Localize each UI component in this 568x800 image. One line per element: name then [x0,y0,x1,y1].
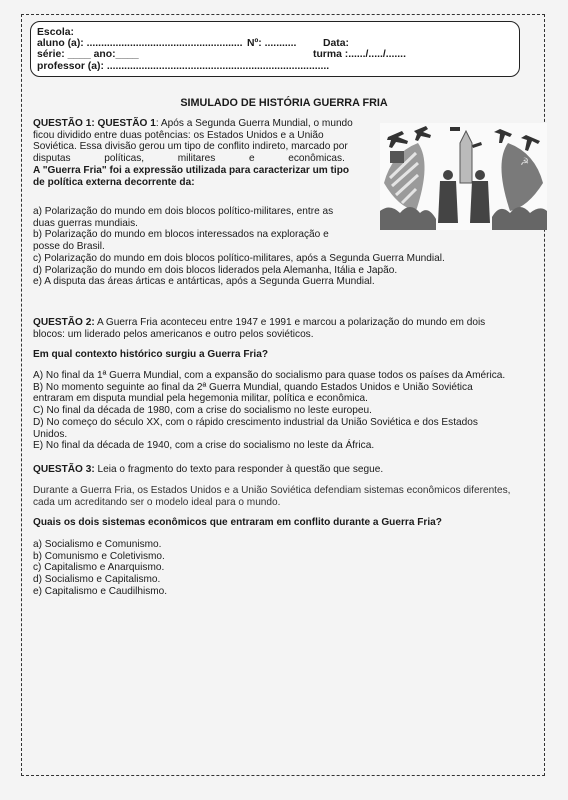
q1-option: e) A disputa das áreas árticas e antárticas, após a Segunda Guerra Mundial. [33,276,375,288]
page-title: SIMULADO DE HISTÓRIA GUERRA FRIA [180,97,388,109]
q2-option: B) No momento seguinte ao final da 2ª Guerra Mundial, quando Estados Unidos e União Soviética [33,381,473,393]
q3-label: QUESTÃO 3: [33,464,95,475]
question-2 [33,317,538,340]
escola-label: Escola: [37,27,74,38]
q1-option: d) Polarização do mundo em dois blocos liderados pela Alemanha, Itália e Japão. [33,264,398,276]
q2-option: entraram em disputa mundial pela hegemonia militar, política e econômica. [33,393,368,405]
q3-text-line: Durante a Guerra Fria, os Estados Unidos e a União Soviética defendiam sistemas econômicos diferentes, [33,485,511,496]
q3-option: a) Socialismo e Comunismo. [33,539,162,550]
q3-prompt: Quais os dois sistemas econômicos que entraram em conflito durante a Guerra Fria? [33,517,442,528]
cold-war-illustration [380,123,547,230]
question-1 [33,118,378,188]
q3-option: d) Socialismo e Capitalismo. [33,574,161,586]
q3-intro: Leia o fragmento do texto para responder à questão que segue. [94,464,384,475]
q2-option: C) No final da década de 1980, com a crise do socialismo no leste europeu. [33,405,372,417]
question-3 [33,464,538,476]
student-header [30,21,520,77]
q3-option: b) Comunismo e Coletivismo. [33,550,165,562]
q2-option: E) No final da década de 1940, com a crise do socialismo no leste da África. [33,440,375,452]
q3-option: c) Capitalismo e Anarquismo. [33,562,165,574]
q1-option: a) Polarização do mundo em dois blocos político-militares, entre as [33,206,334,217]
q2-option: Unidos. [33,428,68,440]
q2-option: A) No final da 1ª Guerra Mundial, com a expansão do socialismo para quase todos os países da América. [33,370,506,381]
q2-label: QUESTÃO 2: [33,317,95,328]
q1-prompt-line: A "Guerra Fria" foi a expressão utilizada para caracterizar um tipo [33,164,350,176]
q2-options [33,370,543,452]
q1-option: posse do Brasil. [33,241,105,253]
q2-prompt: Em qual contexto histórico surgiu a Guerra Fria? [33,349,269,360]
q2-intro-line: A Guerra Fria aconteceu entre 1947 e 1991 e marcou a polarização do mundo em dois [94,317,486,328]
q1-option: duas guerras mundiais. [33,217,138,229]
q3-prompt-wrap [33,517,442,529]
us-flag-icon [384,143,425,211]
svg-text:☭: ☭ [520,157,529,168]
q3-text [33,485,543,508]
q1-option: b) Polarização do mundo em blocos interessados na exploração e [33,229,329,241]
ussr-flag-icon [501,143,543,211]
serie-field: série: ____ ano:____ [37,49,139,61]
data-field: Data: [323,38,349,50]
q1-label: QUESTÃO 1: QUESTÃO 1 [33,118,156,129]
q1-prompt-line: de política externa decorrente da: [33,176,195,188]
aluno-field: aluno (a): ...................................................... [37,38,243,50]
q3-option: e) Capitalismo e Caudilhismo. [33,585,168,597]
q2-prompt-wrap [33,349,268,361]
q1-option: c) Polarização do mundo em dois blocos político-militares, após a Segunda Guerra Mundial. [33,252,445,264]
numero-field: Nº: ........... [247,38,297,50]
q1-intro-line: ficou dividido entre duas potências: os Estados Unidos e a União [33,129,324,141]
professor-field: professor (a): ............................................................................. [37,60,330,72]
q2-intro-line: blocos: um liderado pelos americanos e outro pelos soviéticos. [33,328,314,340]
q2-option: D) No começo do século XX, com o rápido crescimento industrial da União Soviética e dos Estados [33,416,478,428]
q1-intro-line: : Após a Segunda Guerra Mundial, o mundo [155,118,353,129]
turma-field: turma :....../...../....... [313,49,406,61]
q3-options [33,539,167,598]
q1-intro-line: Soviética. Essa divisão gerou um tipo de conflito indireto, marcado por [33,141,348,153]
q3-text-line: cada um acreditando ser o modelo ideal para o mundo. [33,496,281,508]
q1-intro-line: disputas políticas, militares e econômicas. [33,153,345,165]
